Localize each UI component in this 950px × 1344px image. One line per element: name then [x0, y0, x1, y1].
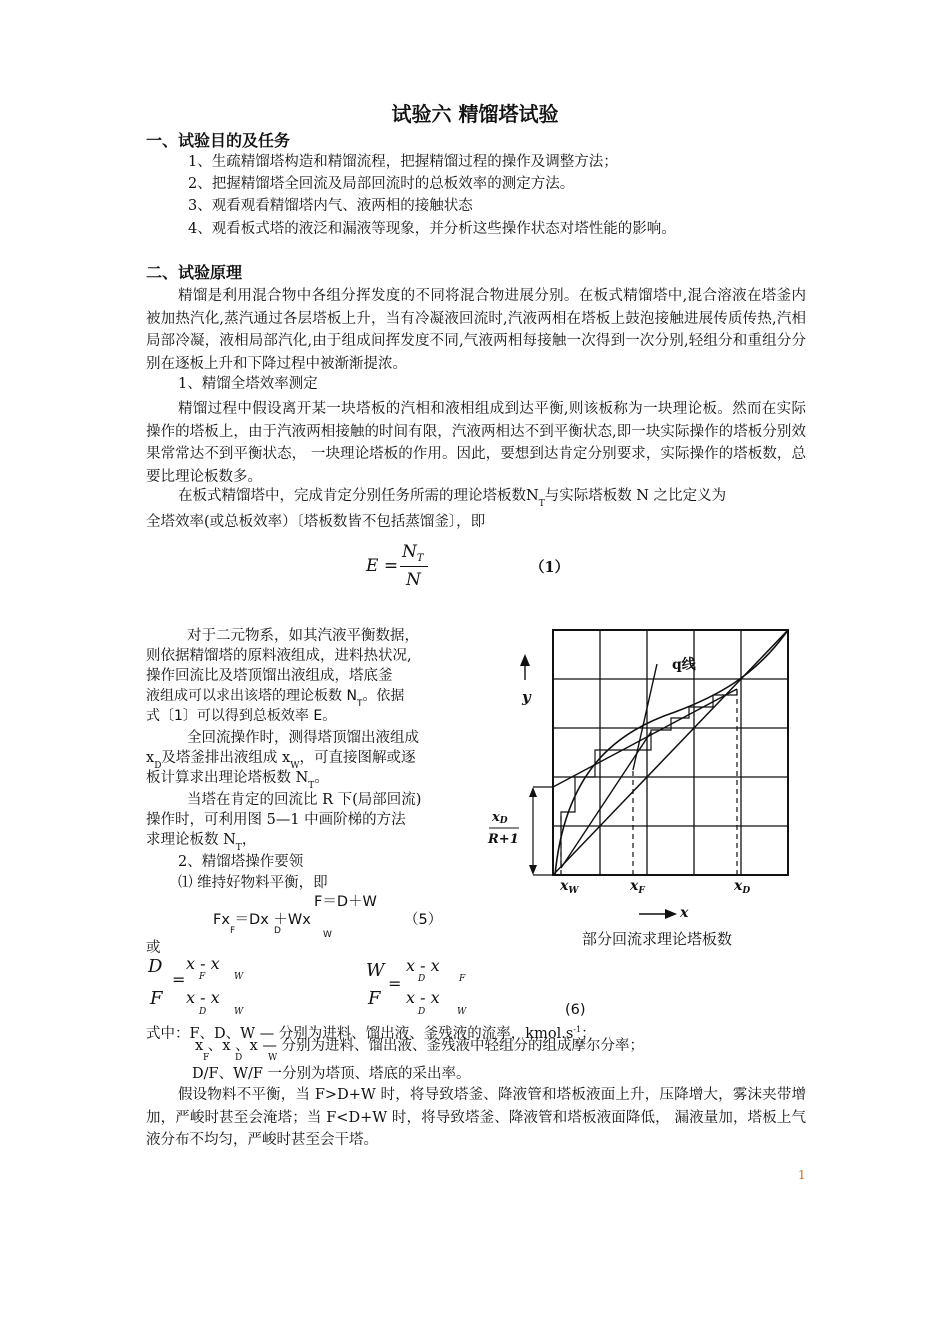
- eq6-tag: (6): [565, 1002, 586, 1018]
- mccabe-thiele-diagram: [475, 622, 825, 952]
- eq5-sub: W: [323, 930, 332, 940]
- eq5-tag: （5）: [404, 912, 443, 928]
- xf-label: $x_F$: [630, 878, 645, 896]
- page-number: 1: [798, 1168, 806, 1182]
- text-line: 式〔1〕可以得到总板效率 E。: [146, 708, 337, 724]
- frac2-lhs-num: W: [366, 960, 385, 981]
- text-line: 液组成可以求出该塔的理论板数 $N_T$。依据: [146, 688, 405, 709]
- subheading-efficiency: 1、精馏全塔效率测定: [178, 376, 318, 392]
- text-line: 当塔在肯定的回流比 R 下(局部回流): [187, 792, 422, 808]
- text-line: 求理论板数 $N_T$，: [146, 832, 257, 853]
- subheading-operation: 2、精馏塔操作要领: [178, 854, 304, 870]
- where-line-1: 式中：F、D、W — 分别为进料、馏出液、釜残液的流率，$kmol.s^{-1}$；: [146, 1025, 596, 1042]
- text-line: 操作时，可利用图 5—1 中画阶梯的方法: [146, 812, 406, 828]
- q-line-label: q线: [672, 657, 696, 673]
- eq1-fraction-bar: [400, 566, 428, 567]
- frac2-lhs-den: F: [368, 988, 381, 1009]
- where-sub: F: [203, 1053, 210, 1063]
- frac1-sub: W: [234, 972, 244, 982]
- y-axis-label: y: [522, 688, 531, 706]
- frac2-rhs-num: x - x: [406, 956, 440, 975]
- text-line: 对于二元物系，如其汽液平衡数据，: [187, 628, 419, 644]
- frac2-rhs-den: x - x: [406, 988, 440, 1007]
- section-heading-objectives: 一、试验目的及任务: [146, 131, 291, 150]
- xd-label: $x_D$: [734, 878, 751, 896]
- intercept-denominator: R+1: [488, 832, 519, 847]
- equals-sign: =: [388, 974, 402, 993]
- frac1-sub: F: [199, 972, 206, 982]
- frac1-sub: W: [234, 1007, 244, 1017]
- eq5-sub: F: [230, 926, 236, 936]
- eq1-numerator: $N_T$: [402, 542, 424, 564]
- objective-item: 2、把握精馏塔全回流及局部回流时的总板效率的测定方法。: [188, 176, 575, 192]
- text-line: ⑴ 维持好物料平衡，即: [178, 875, 328, 891]
- eq1-lhs: E =: [366, 556, 399, 576]
- efficiency-definition-line1: 在板式精馏塔中，完成肯定分别任务所需的理论塔板数$N_T$与实际塔板数 N 之比定义为: [178, 488, 727, 509]
- efficiency-definition-line2: 全塔效率(或总板效率）〔塔板数皆不包括蒸馏釜〕，即: [146, 514, 486, 530]
- text-line: 则依据精馏塔的原料液组成，进料热状况,: [146, 648, 412, 664]
- frac1-rhs-den: x - x: [186, 988, 220, 1007]
- where-line-3: D/F、W/F 一分别为塔顶、塔底的采出率。: [192, 1066, 471, 1082]
- eq5-sub: D: [274, 926, 281, 936]
- principle-paragraph-1: 精馏是利用混合物中各组分挥发度的不同将混合物进展分别。在板式精馏塔中,混合溶液在塔釜内被加热汽化,蒸汽通过各层塔板上升，当有冷凝液回流时,汽液两相在塔板上鼓泡接触进展传质传热,汽相局部冷凝，液相局部汽化,由于组成间挥发度不同,气液两相每接触一次得到一次分别,轻组分和重组分分别在逐板上升和下降过程中被渐渐提浓。: [146, 288, 806, 372]
- objective-item: 3、观看观看精馏塔内气、液两相的接触状态: [188, 198, 473, 214]
- frac2-sub: W: [457, 1007, 467, 1017]
- text-line: 全回流操作时，测得塔顶馏出液组成: [187, 730, 419, 746]
- where-sub: W: [268, 1053, 278, 1063]
- frac1-lhs-den: F: [150, 988, 163, 1009]
- figure-caption: 部分回流求理论塔板数: [582, 930, 733, 948]
- where-sub: D: [235, 1053, 243, 1063]
- frac2-sub: D: [418, 974, 426, 984]
- eq5-line1: F＝D＋W: [314, 894, 377, 910]
- eq5-line2: Fx ＝Dx ＋Wx: [213, 912, 311, 928]
- eq1-tag: （1）: [530, 559, 570, 576]
- balance-paragraph: 假设物料不平衡，当 F>D+W 时，将导致塔釜、降液管和塔板液面上升，压降增大，雾沫夹带增加，严峻时甚至会淹塔；当 F<D+W 时，将导致塔釜、降液管和塔板液面降低， 漏液量加，塔板上气液分布不均匀，严峻时甚至会干塔。: [146, 1087, 806, 1149]
- text-line: 板计算求出理论塔板数 $N_T$。: [146, 770, 329, 791]
- text-line: $x_D$及塔釜排出液组成 $x_W$，可直接图解或逐: [146, 750, 416, 771]
- frac1-rhs-num: x - x: [186, 954, 220, 973]
- frac1-lhs-num: D: [148, 956, 163, 977]
- frac1-sub: D: [199, 1007, 207, 1017]
- x-axis-label: x: [680, 905, 689, 921]
- page-title: 试验六 精馏塔试验: [391, 102, 559, 126]
- principle-paragraph-2: 精馏过程中假设离开某一块塔板的汽相和液相组成到达平衡,则该板称为一块理论板。然而在实际操作的塔板上，由于汽液两相接触的时间有限，汽液两相达不到平衡状态,即一块实际操作的塔板分别效果常常达不到平衡状态， 一块理论塔板的作用。因此，要想到达肯定分别要求，实际操作的塔板数，总要比理论板数多。: [146, 401, 806, 485]
- eq1-denominator: N: [406, 570, 421, 590]
- section-heading-principle: 二、试验原理: [146, 263, 243, 282]
- frac2-sub: D: [418, 1007, 426, 1017]
- objective-item: 1、生疏精馏塔构造和精馏流程，把握精馏过程的操作及调整方法；: [188, 154, 618, 170]
- text-or: 或: [146, 940, 161, 956]
- intercept-numerator: xD: [492, 810, 508, 826]
- where-line-2: x 、x 、x — 分别为进料、馏出液、釜残液中轻组分的组成摩尔分率；: [195, 1038, 644, 1054]
- text-line: 操作回流比及塔顶馏出液组成，塔底釜: [146, 668, 393, 684]
- xw-label: $x_W$: [560, 878, 579, 896]
- objective-item: 4、观看板式塔的液泛和漏液等现象，并分析这些操作状态对塔性能的影响。: [188, 221, 676, 237]
- equals-sign: =: [172, 970, 186, 989]
- frac2-sub: F: [459, 974, 466, 984]
